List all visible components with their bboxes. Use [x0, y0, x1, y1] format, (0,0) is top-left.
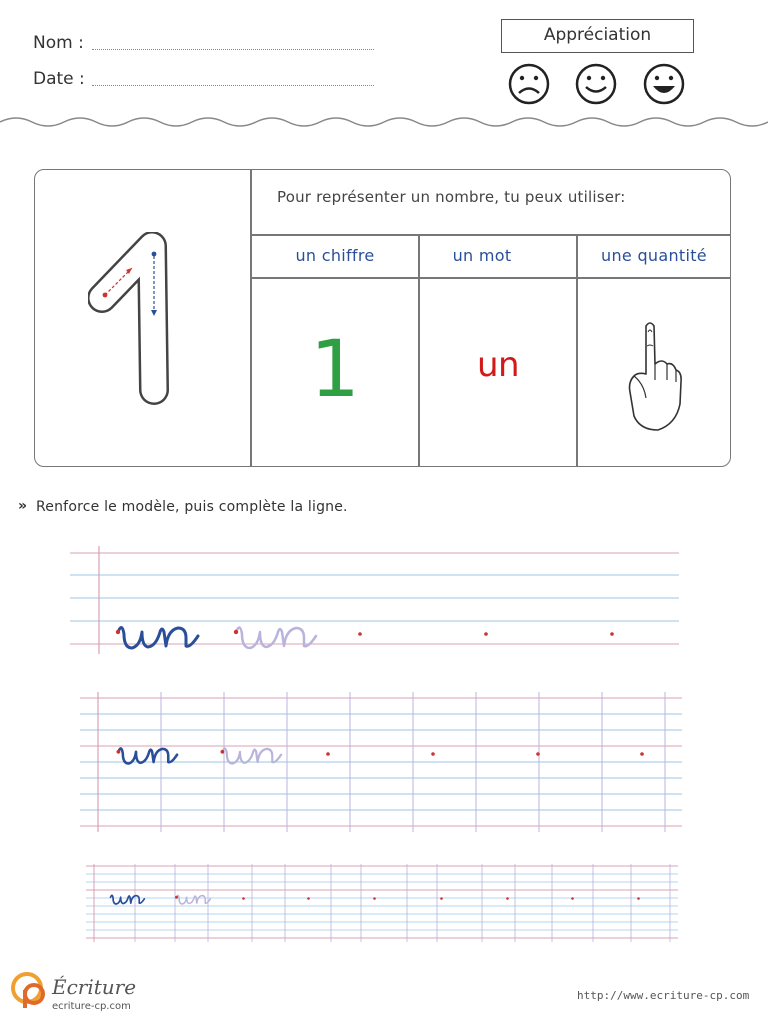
start-dot — [440, 897, 443, 900]
appreciation-box: Appréciation — [501, 19, 694, 53]
trace-word-un — [174, 891, 212, 906]
column-header-digit: un chiffre — [295, 246, 375, 265]
trace-word-un — [230, 618, 320, 652]
smile-face-icon[interactable] — [573, 62, 619, 106]
start-dot — [536, 752, 540, 756]
trace-word-un — [218, 741, 284, 767]
logo-text: Écriture — [52, 975, 137, 999]
start-dot — [307, 897, 310, 900]
start-dot — [637, 897, 640, 900]
footer-url[interactable]: http://www.ecriture-cp.com — [577, 989, 750, 1002]
model-word-un — [114, 741, 180, 767]
column-header-word: un mot — [452, 246, 512, 265]
sad-face-icon[interactable] — [506, 62, 552, 106]
model-word-un — [108, 891, 146, 906]
start-dot — [358, 632, 362, 636]
instruction-text: Renforce le modèle, puis complète la ligne. — [36, 499, 348, 515]
hand-one-finger-icon — [624, 318, 684, 436]
name-field[interactable] — [92, 49, 374, 50]
wavy-separator — [0, 110, 768, 130]
start-dot — [506, 897, 509, 900]
date-label: Date : — [33, 69, 85, 89]
model-word-un — [112, 618, 202, 652]
start-dot — [242, 897, 245, 900]
happy-face-icon[interactable] — [641, 62, 687, 106]
box-divider — [250, 169, 252, 467]
start-dot — [571, 897, 574, 900]
logo-subtitle: ecriture-cp.com — [52, 1001, 131, 1012]
digit-example: 1 — [310, 325, 360, 415]
date-field[interactable] — [92, 85, 374, 86]
start-dot — [610, 632, 614, 636]
box-divider — [576, 234, 578, 467]
tracing-digit-one — [88, 232, 178, 410]
box-divider — [250, 277, 731, 279]
box-divider — [250, 234, 731, 236]
column-header-quantity: une quantité — [601, 246, 707, 265]
start-dot — [484, 632, 488, 636]
start-dot — [431, 752, 435, 756]
start-dot — [640, 752, 644, 756]
start-dot — [373, 897, 376, 900]
word-example: un — [476, 345, 520, 385]
ecriture-logo-icon — [10, 968, 50, 1012]
instruction-bullet: » — [18, 498, 28, 514]
name-label: Nom : — [33, 33, 84, 53]
start-dot — [326, 752, 330, 756]
intro-text: Pour représenter un nombre, tu peux utiliser: — [277, 188, 626, 206]
